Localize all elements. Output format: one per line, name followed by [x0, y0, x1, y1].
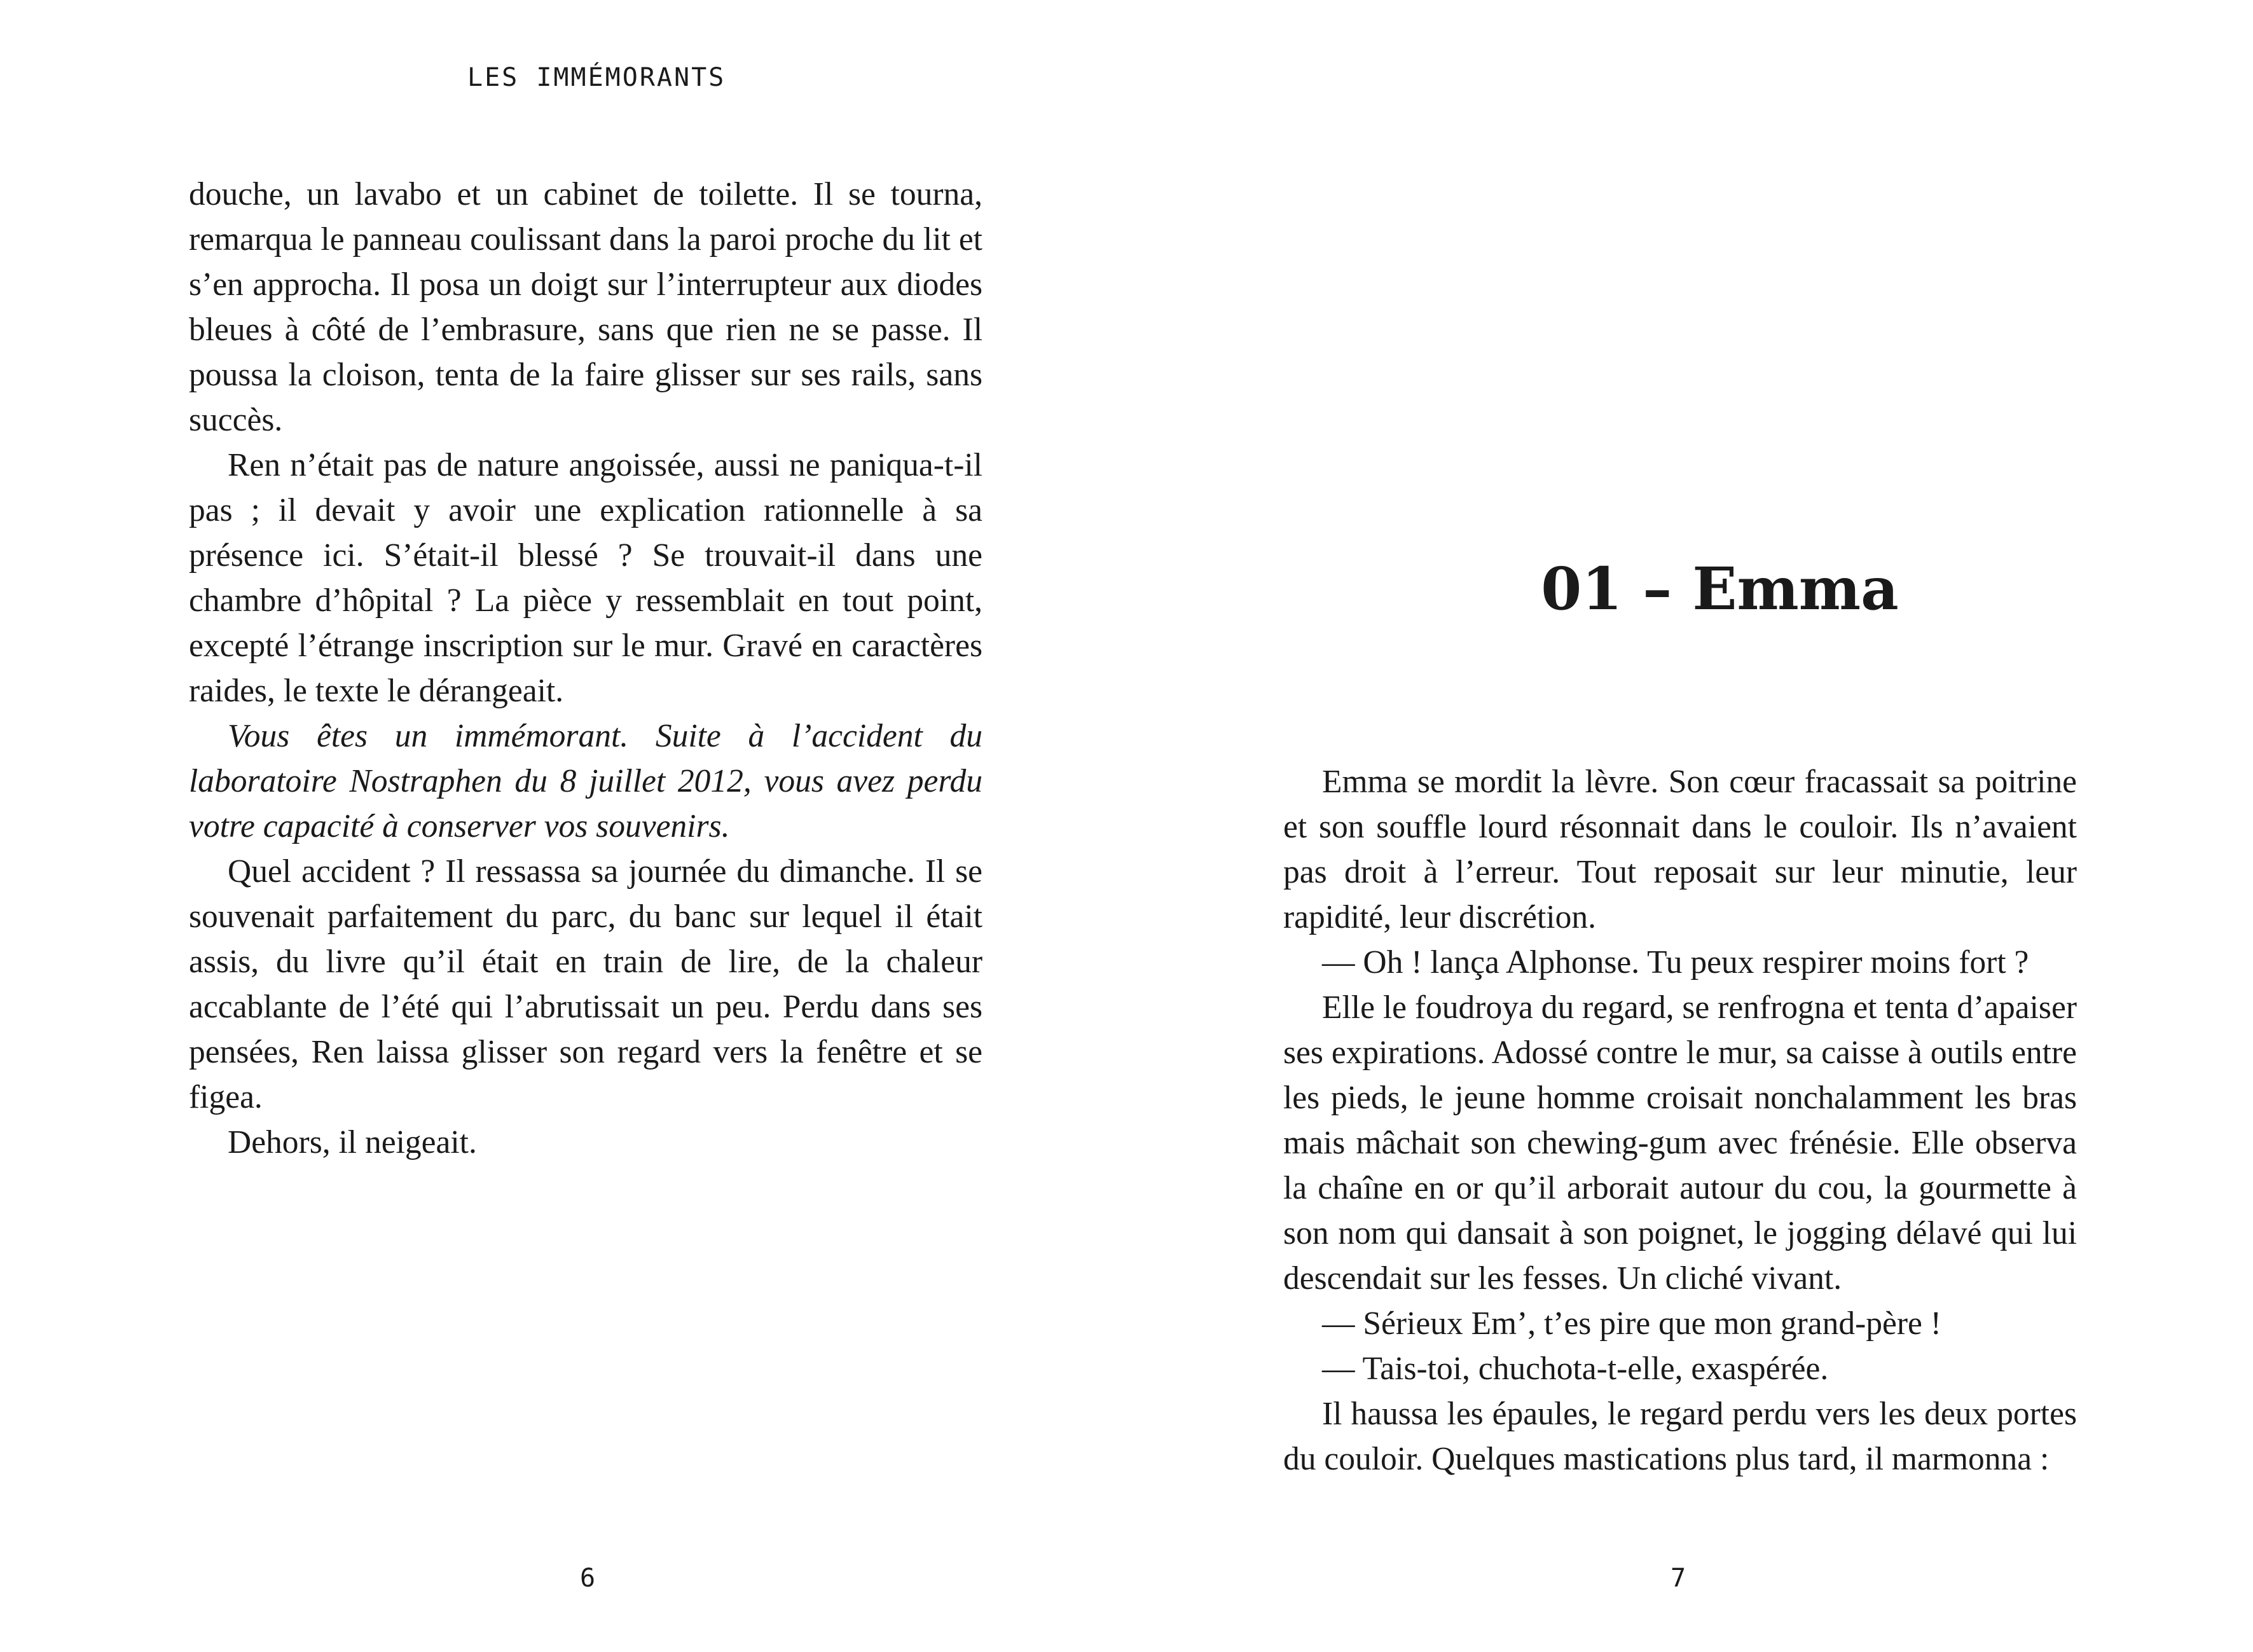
dialogue-line: — Oh ! lança Alphonse. Tu peux respirer moins fort ?	[1322, 944, 2029, 981]
dialogue-line: — Sérieux Em’, t’es pire que mon grand-père !	[1322, 1305, 1941, 1342]
dialogue-line: — Tais-toi, chuchota-t-elle, exaspérée.	[1322, 1351, 1829, 1387]
left-page	[0, 0, 1126, 1652]
right-page-body	[1283, 759, 2077, 1482]
paragraph: Ren n’était pas de nature angoissée, aussi ne paniqua-t-il pas ; il devait y avoir une explication rationnelle à sa présence ici. S’était-il blessé ? Se trouvait-il dans une chambre d’hôpital ? La pièce y ressemblait en tout point, excepté l’étrange inscription sur le mur. Gravé en caractères raides, le texte le dérangeait.	[189, 447, 982, 709]
paragraph: Il haussa les épaules, le regard perdu vers les deux portes du couloir. Quelques mastications plus tard, il marmonna :	[1283, 1396, 2077, 1477]
paragraph: Quel accident ? Il ressassa sa journée du dimanche. Il se souvenait parfaitement du parc, du banc sur lequel il était assis, du livre qu’il était en train de lire, de la chaleur accablante de l’été qui l’abrutissait un peu. Perdu dans ses pensées, Ren laissa glisser son regard vers la fenêtre et se figea.	[189, 853, 982, 1115]
paragraph: Elle le foudroya du regard, se renfrogna et tenta d’apaiser ses expirations. Adossé contre le mur, sa caisse à outils entre les pieds, le jeune homme croisait nonchalamment les bras mais mâchait son chewing-gum avec frénésie. Elle observa la chaîne en or qu’il arborait autour du cou, la gourmette à son nom qui dansait à son poignet, le jogging délavé qui lui descendait sur les fesses. Un cliché vivant.	[1283, 989, 2077, 1297]
paragraph: Dehors, il neigeait.	[228, 1124, 477, 1160]
paragraph: Emma se mordit la lèvre. Son cœur fracassait sa poitrine et son souffle lourd résonnait dans le couloir. Ils n’avaient pas droit à l’erreur. Tout reposait sur leur minutie, leur rapidité, leur discrétion.	[1283, 764, 2077, 935]
paragraph: douche, un lavabo et un cabinet de toilette. Il se tourna, remarqua le panneau coulissant dans la paroi proche du lit et s’en approcha. Il posa un doigt sur l’interrupteur aux diodes bleues à côté de l’embrasure, sans que rien ne se passe. Il poussa la cloison, tenta de la faire glisser sur ses rails, sans succès.	[189, 176, 982, 438]
running-head: LES IMMÉMORANTS	[467, 63, 726, 92]
left-page-body	[189, 172, 982, 1165]
right-page	[1126, 0, 2253, 1652]
page-number: 6	[579, 1564, 596, 1593]
page-number: 7	[1670, 1564, 1686, 1593]
chapter-title: 01 – Emma	[1541, 554, 1899, 623]
italic-inscription-paragraph: Vous êtes un immémorant. Suite à l’accident du laboratoire Nostraphen du 8 juillet 2012, vous avez perdu votre capacité à conserver vos souvenirs.	[189, 718, 982, 844]
